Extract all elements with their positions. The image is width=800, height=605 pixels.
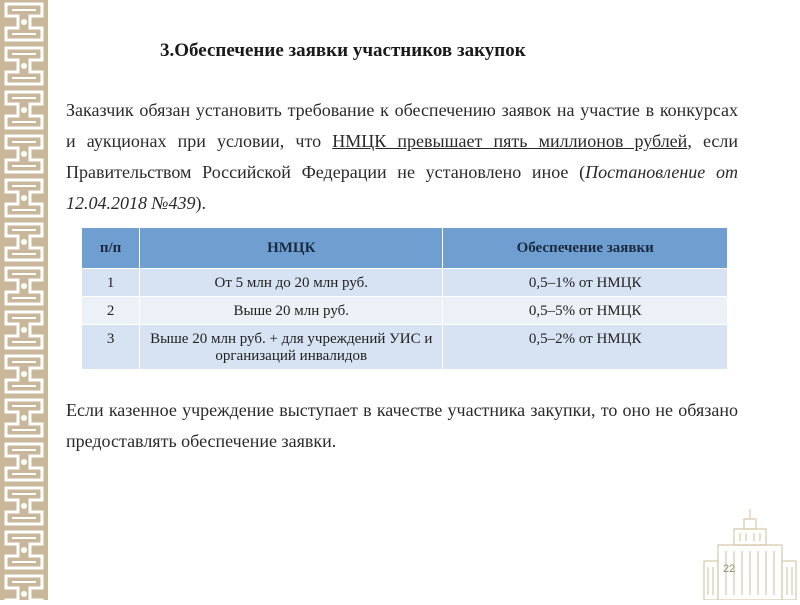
table-header-row <box>82 228 728 269</box>
cell-nmck: Выше 20 млн руб. <box>140 297 443 325</box>
paragraph-exemption: Если казенное учреждение выступает в качестве участника закупки, то оно не обязано предоставлять обеспечение заявки. <box>66 400 738 451</box>
header-nmck: НМЦК <box>140 228 443 269</box>
header-security: Обеспечение заявки <box>443 228 728 269</box>
cell-nmck: Выше 20 млн руб. + для учреждений УИС и организаций инвалидов <box>140 325 443 370</box>
security-table <box>81 227 728 370</box>
cell-security: 0,5–2% от НМЦК <box>443 325 728 370</box>
table-row <box>82 269 728 297</box>
paragraph-requirement: Заказчик обязан установить требование к обеспечению заявок на участие в конкурсах и аукционах при условии, что НМЦК превышает пять миллионов рублей, если Правительством Российской Федерации не установлено иное (Постановление от 12.04.2018 №439). <box>66 100 738 213</box>
decree-reference: Постановление от 12.04.2018 №439 <box>66 162 738 213</box>
building-icon <box>700 505 800 600</box>
cell-number: 2 <box>82 297 140 325</box>
slide-title: 3.Обеспечение заявки участников закупок <box>160 40 526 61</box>
page-number: 22 <box>723 563 736 575</box>
cell-security: 0,5–5% от НМЦК <box>443 297 728 325</box>
table-row <box>82 325 728 370</box>
cell-nmck: От 5 млн до 20 млн руб. <box>140 269 443 297</box>
header-number: п/п <box>82 228 140 269</box>
cell-number: 1 <box>82 269 140 297</box>
cell-number: 3 <box>82 325 140 370</box>
table-row <box>82 297 728 325</box>
underlined-threshold: НМЦК превышает пять миллионов рублей <box>332 131 688 151</box>
decorative-border <box>0 0 48 600</box>
cell-security: 0,5–1% от НМЦК <box>443 269 728 297</box>
